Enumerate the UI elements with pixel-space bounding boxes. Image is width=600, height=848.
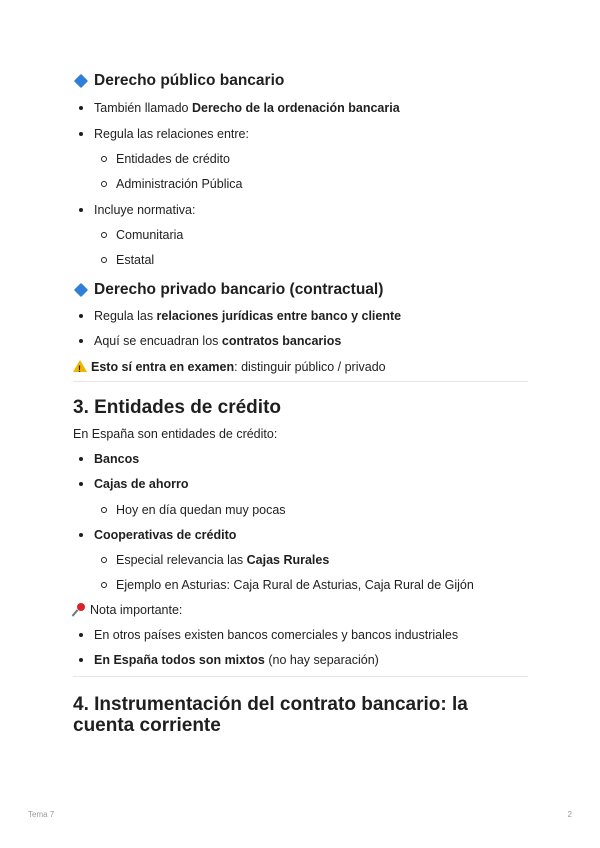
list-item [73, 502, 528, 518]
item-text: Incluye normativa: [94, 203, 196, 217]
item-bold-text: Cooperativas de crédito [94, 528, 237, 542]
divider [73, 381, 528, 382]
nota-importante [73, 602, 528, 618]
exam-note-text: : distinguir público / privado [234, 360, 386, 374]
footer-left: Tema 7 [28, 810, 55, 819]
entidades-list [73, 451, 528, 593]
list-item [73, 627, 528, 643]
list-item [73, 333, 528, 349]
divider [73, 676, 528, 677]
list-item [73, 577, 528, 593]
page-content [73, 68, 528, 736]
public-list [73, 100, 528, 268]
list-item [73, 151, 528, 167]
list-item [73, 252, 528, 268]
blue-diamond-icon [74, 283, 88, 297]
item-bold-text: Cajas de ahorro [94, 477, 189, 491]
list-item [73, 552, 528, 568]
heading-text: Derecho público bancario [94, 72, 285, 89]
pushpin-icon [73, 603, 86, 616]
item-text: En otros países existen bancos comerciales y bancos industriales [94, 628, 459, 642]
item-text: Administración Pública [116, 177, 243, 191]
blue-diamond-icon [74, 74, 88, 88]
footer-page-number: 2 [567, 810, 572, 819]
heading-text: Derecho privado bancario (contractual) [94, 281, 384, 298]
item-text: Entidades de crédito [116, 152, 230, 166]
list-item [73, 202, 528, 218]
heading-derecho-publico [73, 72, 528, 90]
item-text: Ejemplo en Asturias: Caja Rural de Asturias, Caja Rural de Gijón [116, 578, 474, 592]
list-item [73, 227, 528, 243]
exam-note-bold: Esto sí entra en examen [91, 360, 235, 374]
item-text: Especial relevancia las [116, 553, 247, 567]
item-bold-text: Cajas Rurales [246, 553, 330, 567]
list-item [73, 527, 528, 543]
item-text: También llamado [94, 101, 192, 115]
item-bold-text: En España todos son mixtos [94, 653, 265, 667]
list-item [73, 476, 528, 492]
section-4-title: 4. Instrumentación del contrato bancario: la cuenta corriente [73, 694, 468, 736]
heading-derecho-privado [73, 281, 528, 299]
item-bold-text: Derecho de la ordenación bancaria [191, 101, 400, 115]
item-text: Regula las relaciones entre: [94, 127, 249, 141]
item-text: Regula las [94, 309, 157, 323]
nota-label: Nota importante: [90, 603, 183, 617]
item-text: Hoy en día quedan muy pocas [116, 503, 286, 517]
list-item [73, 308, 528, 324]
private-list [73, 308, 528, 349]
item-text: Comunitaria [116, 228, 184, 242]
item-bold-text: Bancos [94, 452, 140, 466]
list-item [73, 652, 528, 668]
item-bold-text: contratos bancarios [221, 334, 342, 348]
list-item [73, 100, 528, 116]
section-3-intro: En España son entidades de crédito: [73, 427, 278, 441]
exam-note [73, 359, 528, 375]
section-3-title: 3. Entidades de crédito [73, 397, 281, 418]
list-item [73, 176, 528, 192]
item-text: Estatal [116, 253, 155, 267]
item-bold-text: relaciones jurídicas entre banco y cliente [156, 309, 402, 323]
item-text: Aquí se encuadran los [94, 334, 222, 348]
list-item [73, 451, 528, 467]
item-text: (no hay separación) [264, 653, 379, 667]
warning-icon [73, 360, 87, 372]
nota-list [73, 627, 528, 668]
list-item [73, 126, 528, 142]
